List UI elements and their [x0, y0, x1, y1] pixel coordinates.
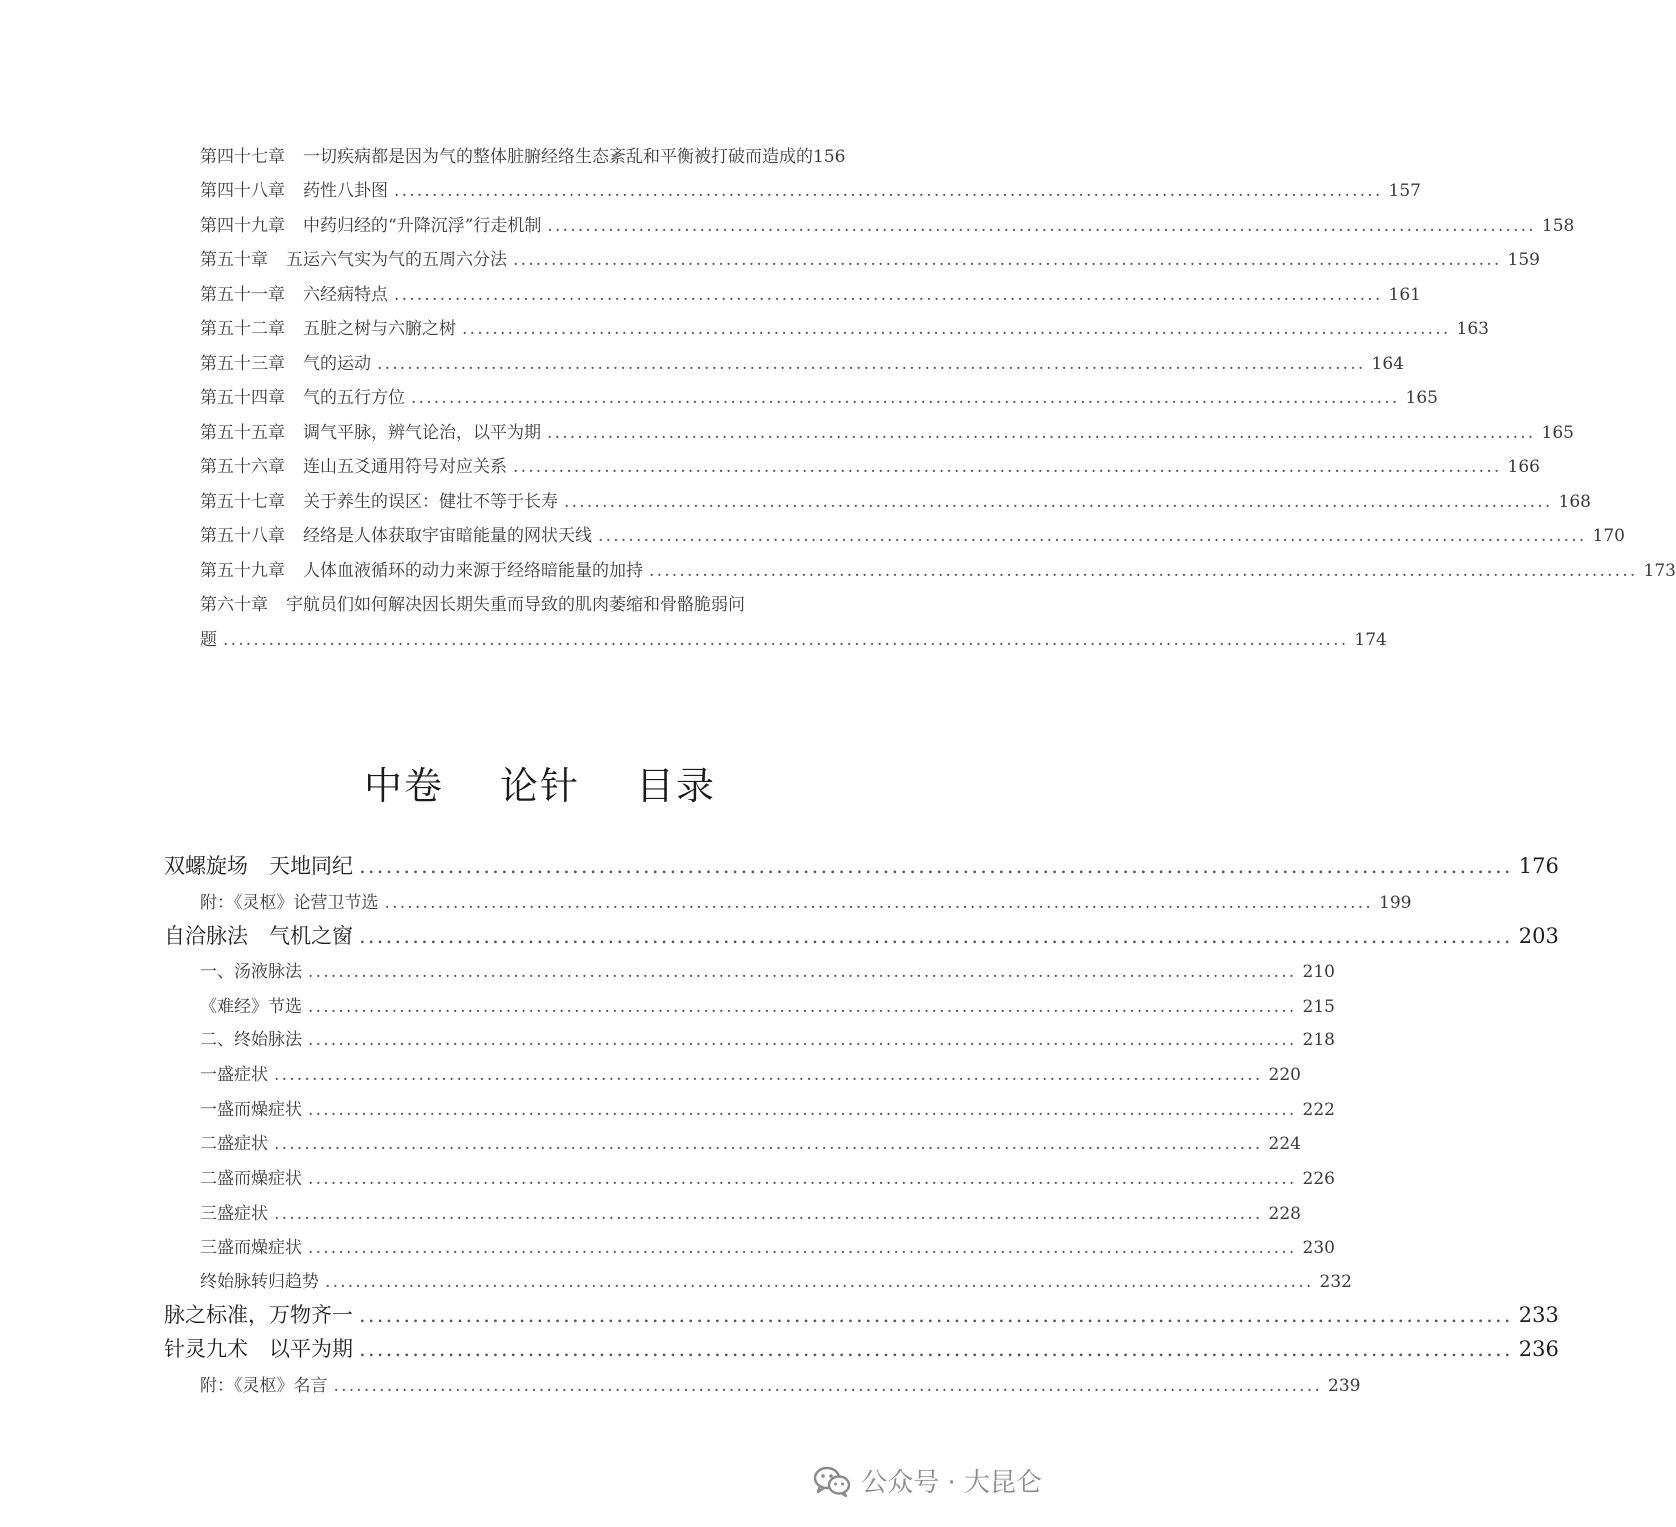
dot-leader: ..................................................................................................................................: [333, 1376, 1322, 1396]
chapter-title: 连山五爻通用符号对应关系: [303, 457, 507, 477]
dot-leader: ..................................................................................................................................: [649, 561, 1638, 581]
toc-entry: [200, 1025, 1335, 1050]
page-number: 157: [1388, 181, 1421, 201]
page-number: 224: [1268, 1134, 1301, 1154]
dot-leader: ..................................................................................................................................: [308, 1100, 1297, 1120]
page-number: 199: [1379, 893, 1412, 913]
dot-leader: ..................................................................................................................................: [547, 216, 1536, 236]
toc-entry: [200, 418, 1574, 443]
toc-entry: [200, 314, 1489, 339]
dot-leader: ..................................................................................................................................: [308, 1030, 1297, 1050]
chapter-number: 第五十五章: [200, 423, 285, 443]
entry-title: 附：《灵枢》名言: [200, 1376, 328, 1396]
toc-entry: [164, 1299, 1559, 1329]
dot-leader: ..................................................................................................................................: [359, 924, 1513, 948]
page-number: 161: [1388, 285, 1421, 305]
page-number: 228: [1268, 1204, 1301, 1224]
toc-entry: [200, 176, 1421, 201]
chapter-number: 第五十六章: [200, 457, 285, 477]
toc-entry: [200, 487, 1591, 512]
toc-entry: [200, 1233, 1335, 1258]
dot-leader: ....................................................................................................................................................: [223, 630, 1349, 650]
dot-leader: ..................................................................................................................................: [547, 423, 1536, 443]
chapter-number: 第五十三章: [200, 354, 285, 374]
toc-entry: [200, 888, 1412, 913]
toc-entry-continuation: [200, 625, 1387, 650]
entry-title: 脉之标准，万物齐一: [164, 1303, 353, 1327]
chapter-title: 一切疾病都是因为气的整体脏腑经络生态紊乱和平衡被打破而造成的156: [303, 147, 846, 167]
toc-entry: [200, 211, 1575, 236]
entry-title: 《难经》节选: [200, 997, 302, 1017]
toc-entry: [200, 957, 1335, 982]
chapter-number: 第六十章: [200, 595, 268, 615]
dot-leader: ..................................................................................................................................: [308, 962, 1297, 982]
dot-leader: ..................................................................................................................................: [513, 457, 1502, 477]
dot-leader: ..................................................................................................................................: [359, 854, 1513, 878]
chapter-title: 气的五行方位: [303, 388, 405, 408]
page-number: 233: [1518, 1303, 1559, 1327]
toc-entry: [164, 920, 1559, 950]
wechat-icon: [813, 1465, 851, 1497]
heading-contents: 目录: [636, 764, 717, 808]
watermark-text: 公众号 · 大昆仑: [861, 1468, 1042, 1498]
dot-leader: ..................................................................................................................................: [274, 1134, 1263, 1154]
chapter-number: 第五十八章: [200, 526, 285, 546]
heading-topic: 论针: [499, 764, 580, 808]
page-number: 239: [1328, 1376, 1361, 1396]
toc-entry: [200, 1095, 1335, 1120]
chapter-number: 第四十七章: [200, 147, 285, 167]
chapter-number: 第五十一章: [200, 285, 285, 305]
page-number: 176: [1518, 854, 1559, 878]
page-number: 168: [1558, 492, 1591, 512]
chapter-title: 中药归经的“升降沉浮”行走机制: [303, 216, 542, 236]
toc-entry: [200, 383, 1438, 408]
entry-title: 二盛而燥症状: [200, 1169, 302, 1189]
watermark: [813, 1462, 1042, 1499]
toc-entry: [200, 280, 1421, 305]
entry-title: 一盛而燥症状: [200, 1100, 302, 1120]
dot-leader: ..................................................................................................................................: [325, 1272, 1314, 1292]
chapter-title: 气的运动: [303, 354, 371, 374]
toc-entry: [200, 245, 1540, 270]
dot-leader: ..................................................................................................................................: [359, 1337, 1513, 1361]
chapter-number: 第五十四章: [200, 388, 285, 408]
chapter-title: 药性八卦图: [303, 181, 388, 201]
chapter-title: 六经病特点: [303, 285, 388, 305]
toc-entry: [200, 1164, 1335, 1189]
dot-leader: ..................................................................................................................................: [308, 1169, 1297, 1189]
chapter-title: 题: [200, 630, 217, 650]
page-number: 226: [1302, 1169, 1335, 1189]
page-number: 165: [1405, 388, 1438, 408]
entry-title: 三盛而燥症状: [200, 1238, 302, 1258]
entry-title: 二、终始脉法: [200, 1030, 302, 1050]
dot-leader: ..................................................................................................................................: [513, 250, 1502, 270]
chapter-title: 宇航员们如何解决因长期失重而导致的肌肉萎缩和骨骼脆弱问: [286, 595, 745, 615]
entry-title: 自洽脉法 气机之窗: [164, 924, 353, 948]
dot-leader: ..................................................................................................................................: [462, 319, 1451, 339]
toc-entry: [164, 850, 1559, 880]
heading-volume: 中卷: [363, 764, 444, 808]
toc-entry: [200, 1371, 1361, 1396]
chapter-number: 第四十九章: [200, 216, 285, 236]
section-heading: [0, 755, 1080, 810]
page-number: 159: [1507, 250, 1540, 270]
toc-entry: [200, 452, 1540, 477]
toc-entry: [200, 590, 832, 615]
toc-entry: [200, 1199, 1301, 1224]
dot-leader: ..................................................................................................................................: [564, 492, 1553, 512]
page-number: 215: [1302, 997, 1335, 1017]
page-number: 170: [1592, 526, 1625, 546]
entry-title: 附：《灵枢》论营卫节选: [200, 893, 379, 913]
entry-title: 针灵九术 以平为期: [164, 1337, 353, 1361]
page-number: 164: [1371, 354, 1404, 374]
chapter-title: 关于养生的误区：健壮不等于长寿: [303, 492, 558, 512]
chapter-number: 第五十九章: [200, 561, 285, 581]
chapter-title: 经络是人体获取宇宙暗能量的网状天线: [303, 526, 592, 546]
dot-leader: ..................................................................................................................................: [308, 997, 1297, 1017]
chapter-number: 第五十二章: [200, 319, 285, 339]
dot-leader: ..................................................................................................................................: [308, 1238, 1297, 1258]
page-number: 232: [1319, 1272, 1352, 1292]
chapter-number: 第四十八章: [200, 181, 285, 201]
page-number: 220: [1268, 1065, 1301, 1085]
dot-leader: ..................................................................................................................................: [394, 181, 1383, 201]
toc-entry: [200, 142, 920, 167]
dot-leader: ..................................................................................................................................: [377, 354, 1366, 374]
toc-entry: [200, 1129, 1301, 1154]
page-number: 174: [1354, 630, 1387, 650]
page-number: 166: [1507, 457, 1540, 477]
dot-leader: ..................................................................................................................................: [411, 388, 1400, 408]
page-number: 203: [1518, 924, 1559, 948]
chapter-title: 五脏之树与六腑之树: [303, 319, 456, 339]
dot-leader: ..................................................................................................................................: [274, 1065, 1263, 1085]
chapter-title: 人体血液循环的动力来源于经络暗能量的加持: [303, 561, 643, 581]
chapter-title: 调气平脉，辨气论治，以平为期: [303, 423, 541, 443]
chapter-number: 第五十章: [200, 250, 268, 270]
toc-entry: [200, 1267, 1352, 1292]
entry-title: 一盛症状: [200, 1065, 268, 1085]
dot-leader: ..................................................................................................................................: [274, 1204, 1263, 1224]
page-number: 173: [1643, 561, 1676, 581]
toc-entry: [200, 349, 1404, 374]
dot-leader: ..................................................................................................................................: [394, 285, 1383, 305]
chapter-title: 五运六气实为气的五周六分法: [286, 250, 507, 270]
entry-title: 终始脉转归趋势: [200, 1272, 319, 1292]
page-number: 230: [1302, 1238, 1335, 1258]
toc-entry: [200, 521, 1625, 546]
page-number: 158: [1541, 216, 1575, 236]
toc-entry: [200, 556, 1676, 581]
page-number: 218: [1302, 1030, 1335, 1050]
entry-title: 三盛症状: [200, 1204, 268, 1224]
toc-entry: [200, 1060, 1301, 1085]
entry-title: 一、汤液脉法: [200, 962, 302, 982]
chapter-number: 第五十七章: [200, 492, 285, 512]
page-number: 236: [1518, 1337, 1559, 1361]
page-number: 163: [1456, 319, 1489, 339]
page-number: 165: [1541, 423, 1574, 443]
page-number: 210: [1302, 962, 1335, 982]
entry-title: 二盛症状: [200, 1134, 268, 1154]
toc-entry: [200, 992, 1335, 1017]
dot-leader: ..................................................................................................................................: [598, 526, 1587, 546]
dot-leader: ..................................................................................................................................: [384, 893, 1373, 913]
dot-leader: ..................................................................................................................................: [359, 1303, 1513, 1327]
page-number: 222: [1302, 1100, 1335, 1120]
entry-title: 双螺旋场 天地同纪: [164, 854, 353, 878]
toc-entry: [164, 1333, 1559, 1363]
